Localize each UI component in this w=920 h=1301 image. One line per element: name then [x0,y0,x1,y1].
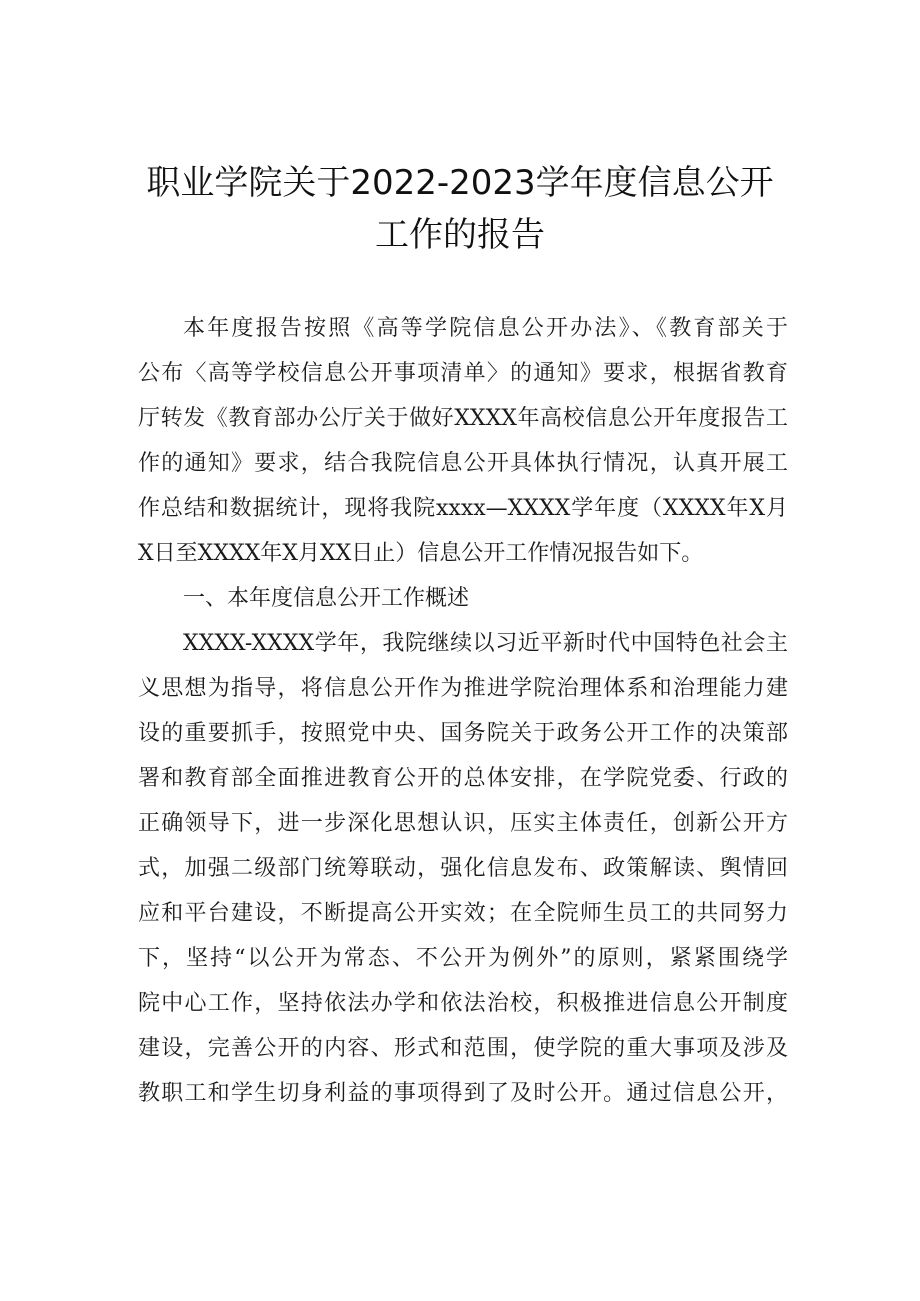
paragraph-2-line: 应和平台建设，不断提高公开实效；在全院师生员工的共同努力 [138,901,788,926]
paragraph-1-line: X日至XXXX年X月XX日止）信息公开工作情况报告如下。 [138,541,704,566]
document-title-line-1: 职业学院关于2022-2023学年度信息公开 [146,163,774,203]
paragraph-1-line: 厅转发《教育部办公厅关于做好XXXX年高校信息公开年度报告工 [138,406,788,431]
paragraph-1-line: 作总结和数据统计，现将我院xxxx—XXXX学年度（XXXX年X月 [138,496,788,521]
paragraph-2-line: 义思想为指导，将信息公开作为推进学院治理体系和治理能力建 [138,676,788,701]
document-title-line-2: 工作的报告 [375,215,545,255]
paragraph-2-line: 建设，完善公开的内容、形式和范围，使学院的重大事项及涉及 [138,1036,788,1061]
paragraph-2-line: 教职工和学生切身利益的事项得到了及时公开。通过信息公开， [138,1081,788,1106]
paragraph-2-line: 式，加强二级部门统筹联动，强化信息发布、政策解读、舆情回 [138,856,788,881]
paragraph-2-line: 院中心工作，坚持依法办学和依法治校，积极推进信息公开制度 [138,991,788,1016]
section-1-heading: 一、本年度信息公开工作概述 [183,586,470,611]
paragraph-2-line: 署和教育部全面推进教育公开的总体安排，在学院党委、行政的 [138,766,788,791]
paragraph-1-line: 本年度报告按照《高等学院信息公开办法》、《教育部关于 [183,316,788,341]
paragraph-2-line: 下，坚持“以公开为常态、不公开为例外”的原则，紧紧围绕学 [138,946,788,971]
paragraph-2-line: 设的重要抓手，按照党中央、国务院关于政务公开工作的决策部 [138,721,788,746]
paragraph-1-line: 作的通知》要求，结合我院信息公开具体执行情况，认真开展工 [138,451,788,476]
paragraph-1-line: 公布〈高等学校信息公开事项清单〉的通知》要求，根据省教育 [138,361,788,386]
paragraph-2-line: XXXX-XXXX学年，我院继续以习近平新时代中国特色社会主 [183,631,788,656]
paragraph-2-line: 正确领导下，进一步深化思想认识，压实主体责任，创新公开方 [138,811,788,836]
